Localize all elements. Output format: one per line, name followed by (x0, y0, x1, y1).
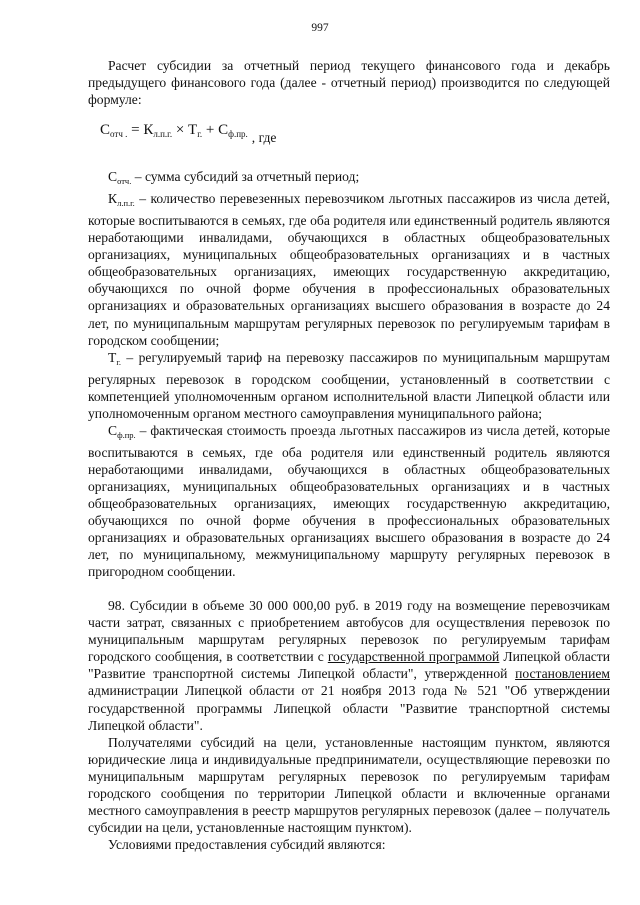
definition-c-otch (88, 168, 610, 190)
def4-symbol: С (108, 422, 118, 438)
recipients-paragraph: Получателями субсидий на цели, установленные настоящим пунктом, являются юридические лица и индивидуальные предприниматели, осуществляющие перевозки по муниципальным маршрутам регулярных перевозок по регулируемым тарифам городского сообщения по территории Липецкой области и включенные органами местного самоуправления в реестр маршрутов регулярных перевозок (далее – получатель субсидии на цели, установленные настоящим пунктом). (88, 734, 610, 835)
def4-sub: ф.пр. (117, 429, 136, 440)
def1-symbol: С (108, 169, 118, 185)
conditions-paragraph: Условиями предоставления субсидий являются: (108, 836, 386, 852)
def2-sub: л.п.г. (117, 198, 135, 209)
formula-times: × (175, 122, 185, 139)
formula-lhs-sub: отч . (110, 129, 128, 140)
p98-part2: Липецкой области "Развитие транспортной системы Липецкой области", утвержденной (88, 649, 610, 682)
def3-sub: г. (116, 356, 121, 367)
formula-lhs: C (100, 122, 111, 139)
p98-part1: 98. Субсидии в объеме 30 000 000,00 руб. в 2019 году на возмещение перевозчикам части затрат, связанных с приобретением автобусов для осуществления перевозок по муниципальным маршрутам регулярных перевозок по регулируемым тарифам городского сообщения, в соответствии с (88, 598, 610, 665)
def1-sub: отч. (117, 176, 132, 187)
intro-paragraph: Расчет субсидии за отчетный период текущего финансового года и декабрь предыдущего финансового года (далее - отчетный период) производится по следующей формуле: (88, 58, 610, 108)
def4-text: – фактическая стоимость проезда льготных пассажиров из числа детей, которые воспитываются в семьях, где оба родителя или единственный родитель являются неработающими инвалидами, обучающихся в областных общеобразовательных организациях, муниципальных общеобразовательных организациях и в частных общеобразовательных организациях, имеющих государственную аккредитацию, обучающихся по очной форме обучения в профессиональных образовательных организациях и образовательных организациях высшего образования в возрасте до 24 лет, по муниципальному, межмуниципальному маршруту регулярных перевозок в пригородном сообщении. (88, 422, 610, 580)
resolution-link[interactable]: постановлением (515, 666, 610, 682)
paragraph-gap (88, 580, 610, 597)
formula-c2: С (218, 122, 229, 139)
def2-symbol: К (108, 191, 118, 207)
formula-t-sub: г. (197, 129, 203, 140)
formula-c2-sub: ф.пр. (228, 129, 248, 140)
state-program-link[interactable]: государственной программой (327, 649, 500, 665)
formula-plus: + (205, 122, 215, 139)
definition-c-fpr (88, 422, 610, 580)
formula-tail: , где (251, 130, 277, 146)
def3-text: – регулируемый тариф на перевозку пассажиров по муниципальным маршрутам регулярных перевозок в городском сообщении, установленный в соответствии с компетенцией уполномоченным органом исполнительной власти Липецкой области или уполномоченным органом местного самоуправления муниципального района; (88, 349, 610, 421)
subsidy-formula (100, 120, 610, 148)
p98-part3: администрации Липецкой области от 21 ноября 2013 года № 521 "Об утверждении государственной программы Липецкой области "Развитие транспортной системы Липецкой области". (88, 683, 610, 733)
document-body (88, 57, 610, 853)
definition-k-lpg (88, 190, 610, 348)
formula-eq: = (131, 122, 140, 139)
def2-text: – количество перевезенных перевозчиком льготных пассажиров из числа детей, которые воспитываются в семьях, где оба родителя или единственный родитель являются неработающими инвалидами, обучающихся в областных общеобразовательных организациях, муниципальных общеобразовательных организациях и в частных общеобразовательных организациях, имеющих государственную аккредитацию, обучающихся по очной форме обучения в профессиональных образовательных организациях и образовательных организациях высшего образования в возрасте до 24 лет, по муниципальным маршрутам регулярных перевозок по регулируемым тарифам в городском сообщении; (88, 191, 610, 348)
definition-t-g (88, 349, 610, 422)
formula-k-sub: л.п.г. (153, 129, 173, 140)
formula-k: К (143, 122, 154, 139)
formula-t: Т (188, 122, 198, 139)
def3-symbol: Т (108, 349, 117, 365)
page-number: 997 (311, 22, 329, 34)
def1-text: – сумма субсидий за отчетный период; (131, 169, 360, 185)
paragraph-98 (88, 597, 610, 733)
